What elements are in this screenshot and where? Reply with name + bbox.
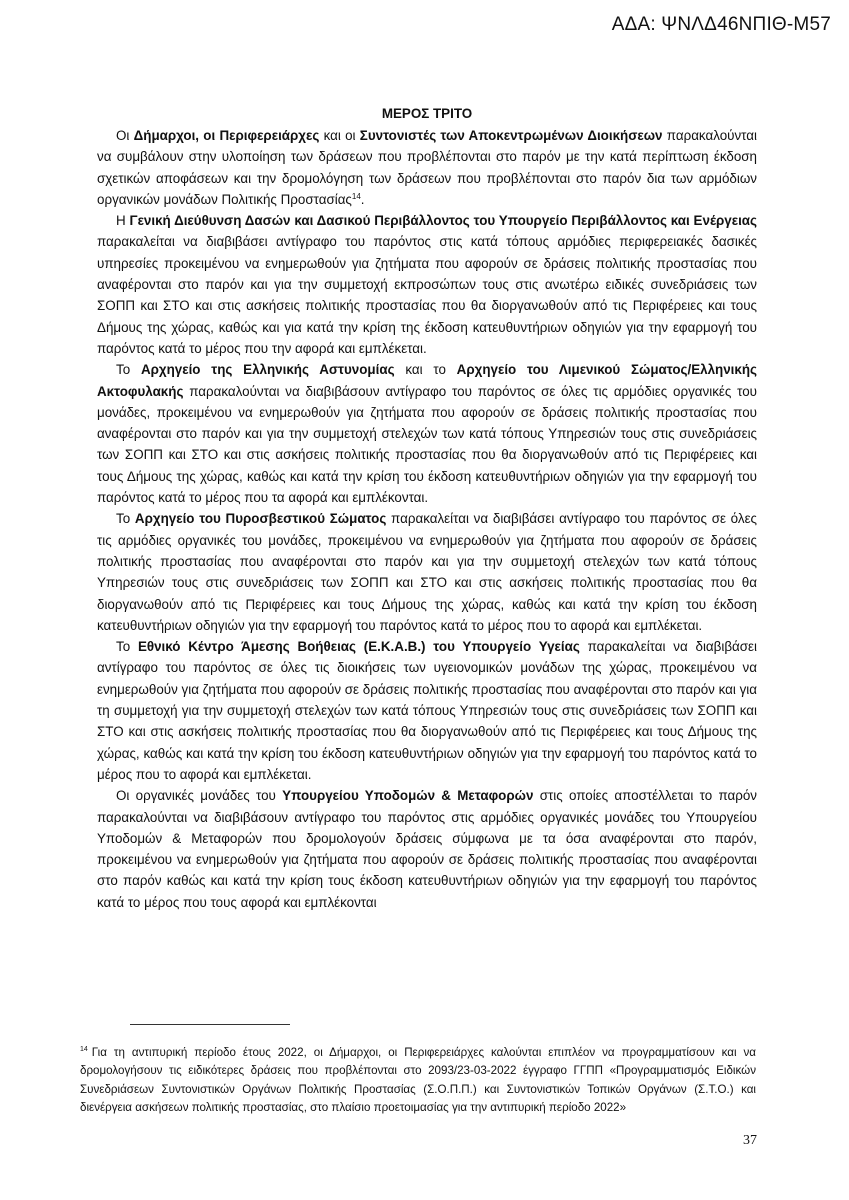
document-body — [97, 106, 757, 913]
paragraph-police-coastguard — [97, 359, 757, 508]
text: Η — [116, 213, 130, 229]
bold-text: Εθνικό Κέντρο Άμεσης Βοήθειας (Ε.Κ.Α.Β.) του Υπουργείο Υγείας — [137, 639, 580, 655]
text: παρακαλούνται να διαβιβάσουν αντίγραφο του παρόντος σε όλες τις αρμόδιες οργανικές του μονάδες, προκειμένου να ενημερωθούν για ζητήματα που αφορούν σε δράσεις πολιτικής προστασίας που αναφέρονται στο παρόν και για την συμμετοχή στελεχών των κατά τόπους Υπηρεσιών τους στις συνεδριάσεις των ΣΟΠΠ και ΣΤΟ και στις ασκήσεις πολιτικής προστασίας που θα διοργανωθούν από τις Περιφέρειες και τους Δήμους της χώρας, καθώς και κατά την κρίση του έκδοση κατευθυντήριων οδηγιών για την εφαρμογή του παρόντος κατά το μέρος που τα αφορά και εμπλέκονται. — [97, 383, 757, 506]
page-number: 37 — [743, 1133, 757, 1148]
paragraph-fire-service — [97, 508, 757, 636]
bold-text: Υπουργείου Υποδομών & Μεταφορών — [282, 788, 534, 804]
text: Το — [116, 639, 138, 655]
text: παρακαλείται να διαβιβάσει αντίγραφο του παρόντος σε όλες τις αρμόδιες οργανικές του μονάδες, προκειμένου να ενημερωθούν για ζητήματα που αφορούν σε δράσεις πολιτικής προστασίας που αναφέρονται στο παρόν και για την συμμετοχή στελεχών των κατά τόπους Υπηρεσιών τους στις συνεδριάσεις των ΣΟΠΠ και ΣΤΟ και στις ασκήσεις πολιτικής προστασίας που θα διοργανωθούν από τις Περιφέρειες και τους Δήμους της χώρας, καθώς και κατά την κρίση του έκδοση κατευθυντήριων οδηγιών για την εφαρμογή του παρόντος κατά το μέρος που το αφορά και εμπλέκεται. — [97, 511, 757, 633]
bold-text: Συντονιστές των Αποκεντρωμένων Διοικήσεων — [359, 128, 663, 143]
footnote-separator — [130, 1024, 290, 1025]
text: Οι οργανικές μονάδες του — [116, 788, 283, 804]
text: και οι — [319, 128, 360, 143]
footnote-text: Για τη αντιπυρική περίοδο έτους 2022, οι Δήμαρχοι, οι Περιφερειάρχες καλούνται επιπλέον να προγραμματίσουν και να δρομολογήσουν τις ειδικότερες δράσεις που προβλέπονται στο 2093/23-03-2022 έγγραφο ΓΓΠΠ «Προγραμματισμός Ειδικών Συνεδριάσεων Συντονιστικών Οργάνων Πολιτικής Προστασίας (Σ.Ο.Π.Π.) και Συντονιστικών Τοπικών Οργάνων (Σ.Τ.Ο.) και διενέργεια ασκήσεων πολιτικής προστασίας, στο πλαίσιο προετοιμασίας για την αντιπυρική περίοδο 2022» — [80, 1045, 756, 1115]
text: Οι — [116, 128, 134, 143]
ada-code: ΑΔΑ: ΨΝΛΔ46ΝΠΙΘ-Μ57 — [611, 14, 831, 35]
text: παρακαλείται να διαβιβάσει αντίγραφο του παρόντος σε όλες τις διοικήσεις των υγειονομικών μονάδων της χώρας, προκειμένου να ενημερωθούν για ζητήματα που αφορούν σε δράσεις πολιτικής προστασίας που αναφέρονται στο παρόν και για τη συμμετοχή για την συμμετοχή στελεχών των κατά τόπους Υπηρεσιών τους στις συνεδριάσεις των ΣΟΠΠ και ΣΤΟ και στις ασκήσεις πολιτικής προστασίας που θα διοργανωθούν από τις Περιφέρειες και τους Δήμους της χώρας, καθώς και κατά την κρίση του έκδοση κατευθυντήριων οδηγιών για την εφαρμογή του παρόντος κατά το μέρος που το αφορά και εμπλέκεται. — [97, 639, 757, 782]
text: . — [360, 191, 365, 207]
bold-text: Αρχηγείο του Πυροσβεστικού Σώματος — [134, 511, 387, 527]
paragraph-infrastructure — [97, 785, 757, 913]
text: παρακαλούνται να συμβάλουν στην υλοποίηση των δράσεων που προβλέπονται στο παρόν με την κατά περίπτωση έκδοση σχετικών αποφάσεων και την δρομολόγηση των δράσεων που προβλέπονται στο παρόν δια των αρμόδιων οργανικών μονάδων Πολιτικής Προστασίας — [97, 128, 757, 207]
text: Το — [116, 511, 135, 527]
footnote-reference: 14 — [351, 191, 361, 201]
section-title: ΜΕΡΟΣ ΤΡΙΤΟ — [381, 106, 473, 121]
paragraph-municipalities — [97, 125, 757, 210]
paragraph-forests — [97, 210, 757, 359]
text: παρακαλείται να διαβιβάσει αντίγραφο του παρόντος στις κατά τόπους αρμόδιες περιφερειακές δασικές υπηρεσίες προκειμένου να ενημερωθούν για ζητήματα που αφορούν σε δράσεις πολιτικής προστασίας που αναφέρονται στο παρόν και για την συμμετοχή εκπροσώπων τους στις ανωτέρω ειδικές συνεδριάσεις των ΣΟΠΠ και ΣΤΟ και στις ασκήσεις πολιτικής προστασίας που θα διοργανωθούν από τις Περιφέρειες και τους Δήμους της χώρας, καθώς και για κατά την κρίση της έκδοση κατευθυντήριων οδηγιών για την εφαρμογή του παρόντος κατά το μέρος που την αφορά και εμπλέκεται. — [97, 234, 757, 356]
paragraph-ekab — [97, 636, 757, 785]
text: και το — [394, 362, 457, 378]
text: Το — [116, 362, 141, 378]
text: στις οποίες αποστέλλεται το παρόν παρακαλούνται να διαβιβάσουν αντίγραφο του παρόντος στις αρμόδιες οργανικές μονάδες του Υπουργείου Υποδομών & Μεταφορών που δρομολογούν δράσεις σύμφωνα με τα όσα αναφέρονται στο παρόν, προκειμένου να ενημερωθούν για ζητήματα που αφορούν σε δράσεις πολιτικής προστασίας που αναφέρονται στο παρόν καθώς και κατά την κρίση τους έκδοση κατευθυντήριων οδηγιών για την εφαρμογή του παρόντος κατά το μέρος που τους αφορά και εμπλέκονται — [97, 788, 757, 910]
bold-text: Αρχηγείο του Λιμενικού Σώματος/Ελληνικής Ακτοφυλακής — [97, 362, 758, 399]
bold-text: Δήμαρχοι, οι Περιφερειάρχες — [133, 128, 320, 143]
footnote-number: 14 — [80, 1045, 88, 1053]
footnote — [80, 1044, 756, 1118]
bold-text: Αρχηγείο της Ελληνικής Αστυνομίας — [140, 362, 395, 378]
bold-text: Γενική Διεύθυνση Δασών και Δασικού Περιβάλλοντος του Υπουργείο Περιβάλλοντος και Ενέργειας — [129, 213, 757, 229]
